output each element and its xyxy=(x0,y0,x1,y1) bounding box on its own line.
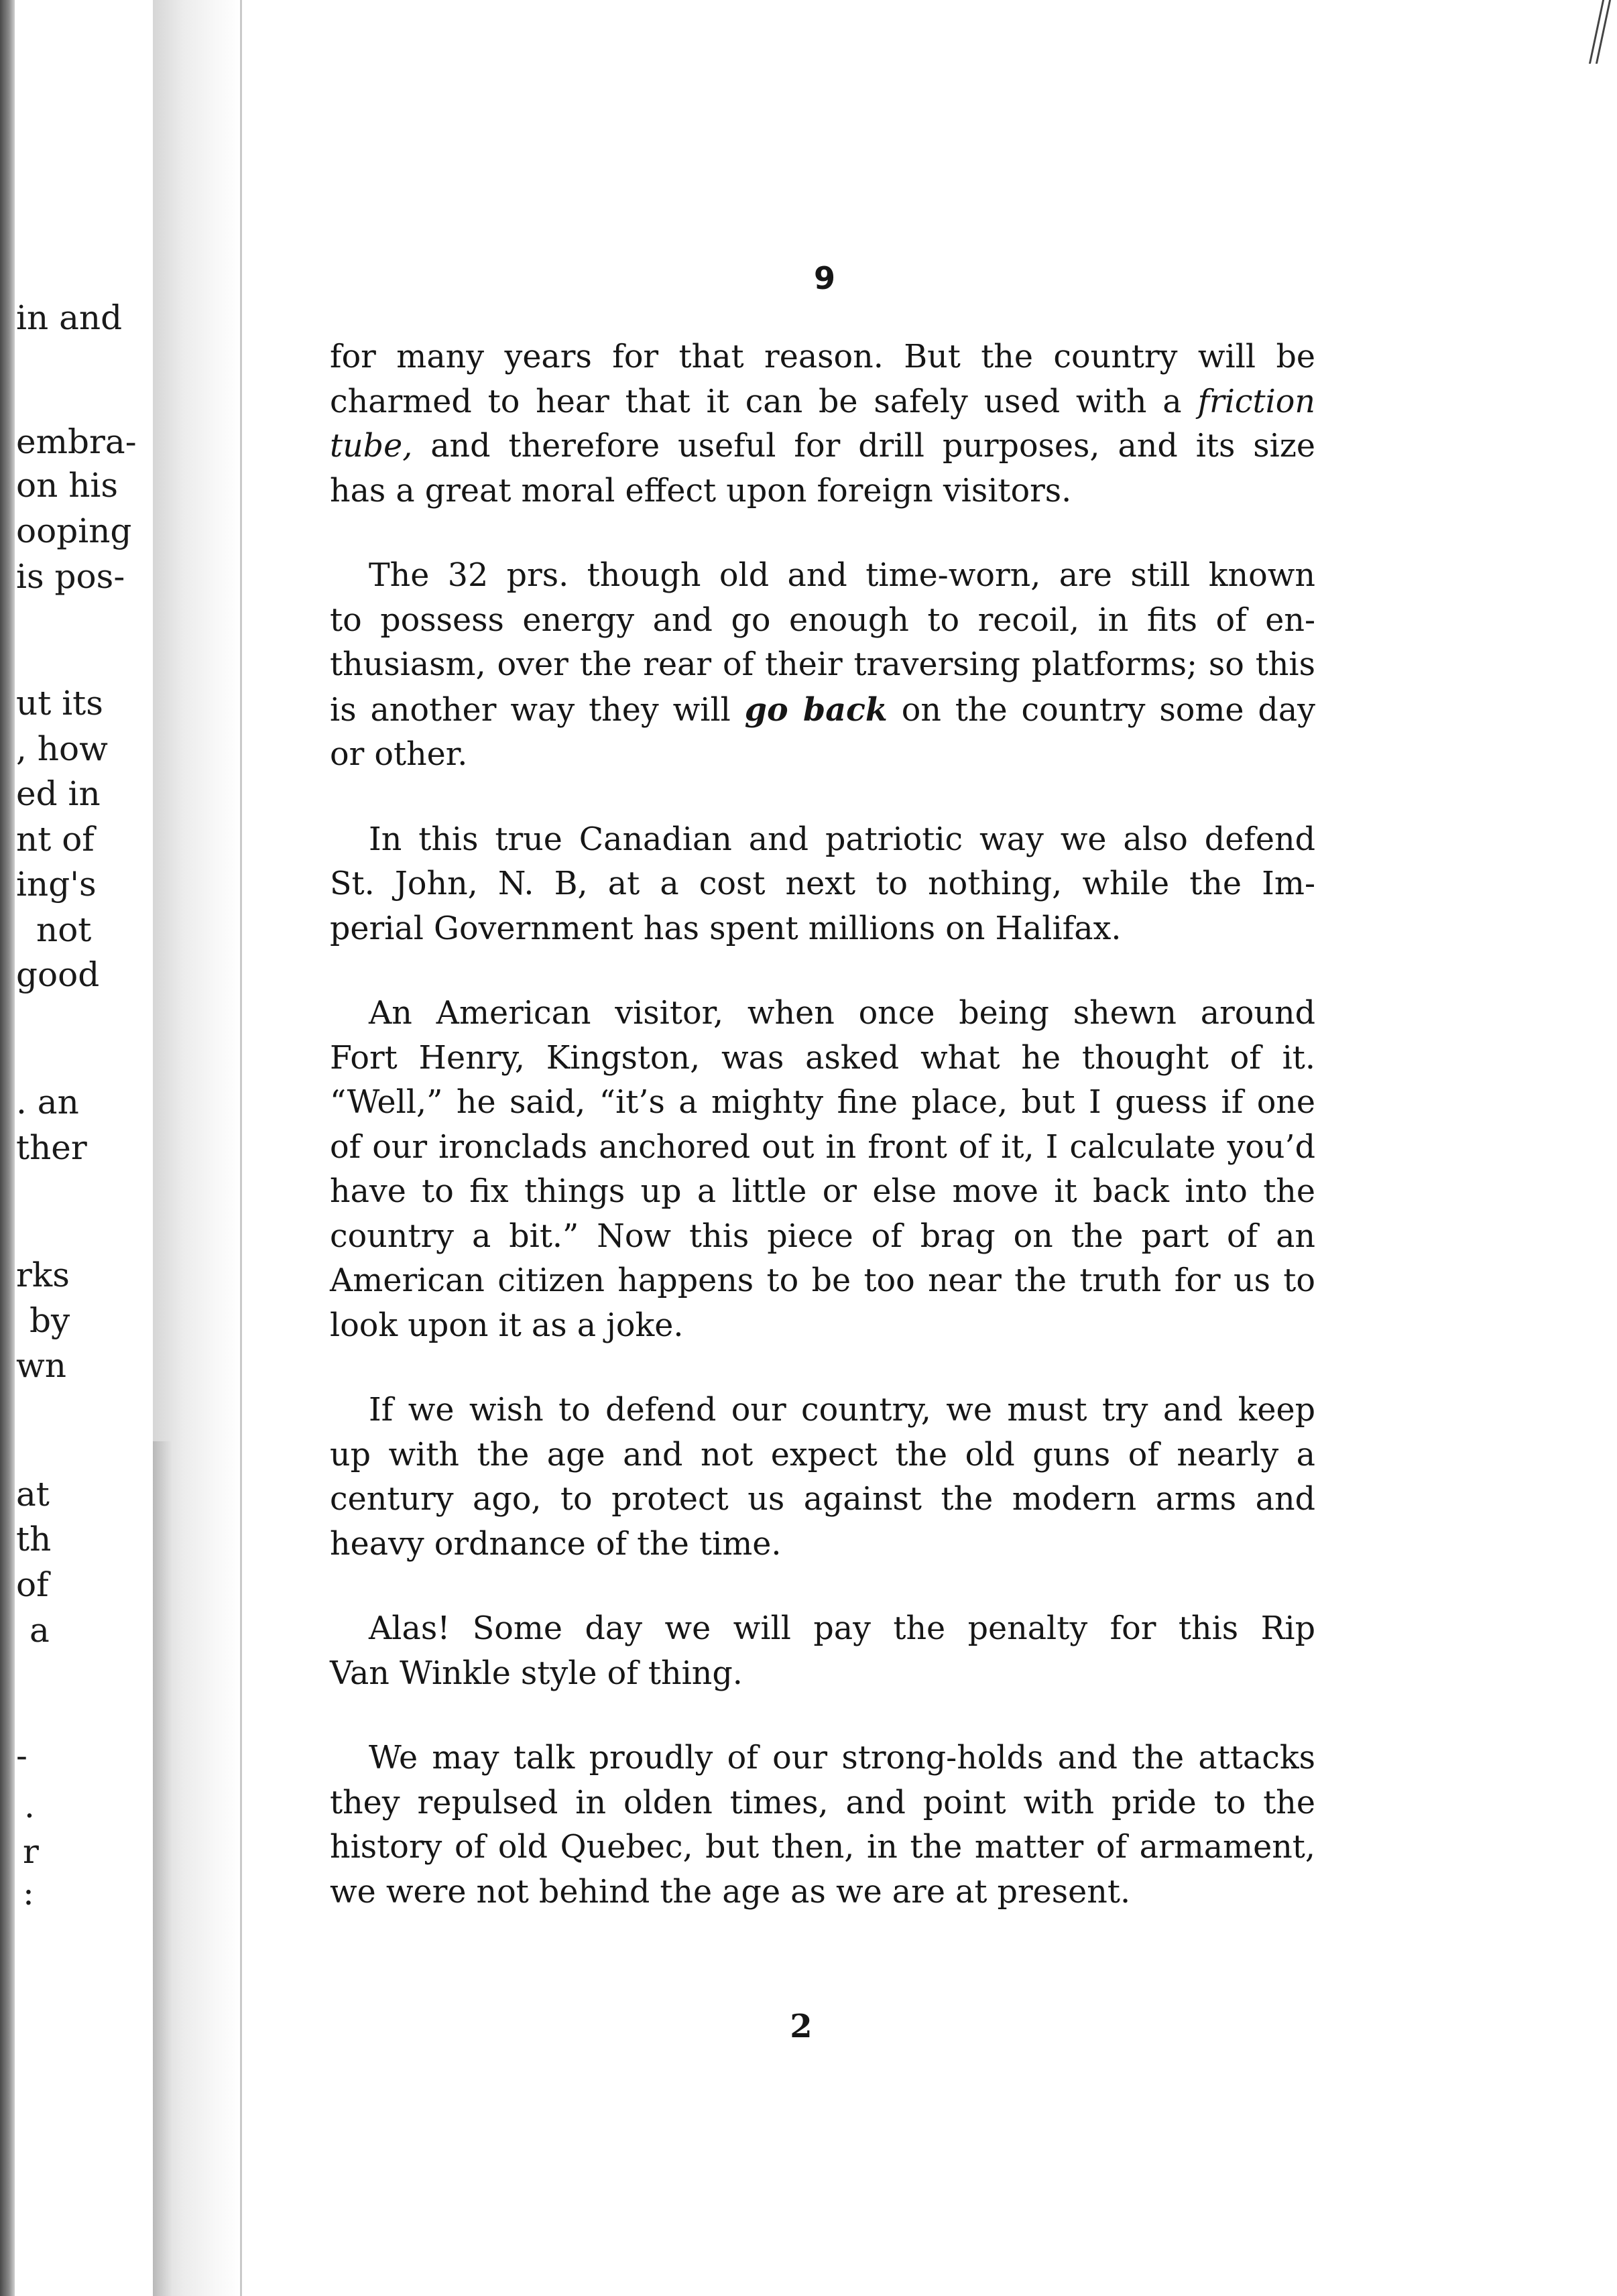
fragment-line: nt of xyxy=(16,820,95,859)
text-line xyxy=(330,380,1315,425)
text-line: up with the age and not expect the old guns of nearly a xyxy=(330,1436,1315,1473)
paragraph xyxy=(330,818,1315,952)
text-line: have to fix things up a little or else move it back into the xyxy=(330,1173,1315,1210)
text-run: charmed to hear that it can be safely used with a xyxy=(330,383,1182,420)
text-line: to possess energy and go enough to recoil, in fits of en- xyxy=(330,601,1315,639)
text-line: thusiasm, over the rear of their traversing platforms; so this xyxy=(330,646,1315,683)
text-line: An American visitor, when once being shewn around xyxy=(369,995,1315,1032)
text-line: “Well,” he said, “it’s a mighty fine place, but I guess if one xyxy=(330,1084,1315,1121)
fragment-line: : xyxy=(23,1874,34,1913)
text-line: heavy ordnance of the time. xyxy=(330,1525,782,1563)
fragment-line: a xyxy=(29,1611,50,1650)
text-line: look upon it as a joke. xyxy=(330,1307,684,1344)
binding-edge xyxy=(0,0,15,2296)
paragraph xyxy=(330,335,1315,513)
text-line: Fort Henry, Kingston, was asked what he thought of it. xyxy=(330,1039,1315,1077)
text-line: We may talk proudly of our strong-holds and the attacks xyxy=(369,1740,1315,1776)
text-line: Van Winkle style of thing. xyxy=(330,1654,743,1692)
corner-edge-mark xyxy=(1594,0,1609,64)
text-line: St. John, N. B, at a cost next to nothing, while the Im- xyxy=(330,865,1315,902)
fragment-line: rks xyxy=(16,1256,70,1294)
fragment-line: . xyxy=(24,1787,35,1825)
text-line: American citizen happens to be too near the truth for us to xyxy=(330,1262,1315,1299)
signature-mark: 2 xyxy=(790,2008,813,2045)
paragraph xyxy=(330,1607,1315,1696)
fragment-line: ing's xyxy=(16,865,97,904)
italic-term: friction xyxy=(1197,383,1315,420)
fragment-line: - xyxy=(16,1736,27,1775)
fragment-line: by xyxy=(29,1301,70,1340)
italic-term: tube, xyxy=(330,428,413,465)
text-line: history of old Quebec, but then, in the matter of armament, xyxy=(330,1829,1315,1866)
text-line xyxy=(330,424,1315,469)
text-line: of our ironclads anchored out in front of it, I calculate you’d xyxy=(330,1128,1315,1166)
text-line xyxy=(330,688,1315,733)
text-line: for many years for that reason. But the country will be xyxy=(330,339,1315,375)
fragment-line: th xyxy=(16,1520,52,1559)
text-line: In this true Canadian and patriotic way we also defend xyxy=(369,821,1315,858)
fragment-line: ut its xyxy=(16,684,103,723)
text-line: perial Government has spent millions on Halifax. xyxy=(330,910,1122,947)
paragraph xyxy=(330,554,1315,778)
fragment-line: not xyxy=(36,910,92,949)
text-run: is another way they will xyxy=(330,691,731,729)
emphasis-term: go back xyxy=(744,690,888,729)
fragment-line: of xyxy=(16,1565,49,1604)
fragment-line: . an xyxy=(16,1083,79,1122)
text-run: on the country some day xyxy=(901,691,1315,729)
page-number: 9 xyxy=(813,260,835,296)
body-text xyxy=(330,335,1315,1915)
text-line: Alas! Some day we will pay the penalty for this Rip xyxy=(369,1610,1315,1647)
fragment-line: , how xyxy=(16,729,108,768)
page-fold-shadow-lower xyxy=(153,1441,173,2296)
fragment-line: r xyxy=(23,1832,39,1871)
fragment-line: good xyxy=(16,955,100,994)
fragment-line: wn xyxy=(16,1346,66,1385)
paragraph xyxy=(330,1736,1315,1915)
fragment-line: ooping xyxy=(16,511,132,550)
fragment-line: on his xyxy=(16,466,119,505)
text-line: has a great moral effect upon foreign visitors. xyxy=(330,472,1072,509)
fragment-line: at xyxy=(16,1475,50,1514)
text-line: The 32 prs. though old and time-worn, are still known xyxy=(369,557,1315,594)
text-run: and therefore useful for drill purposes, and its size xyxy=(430,428,1315,465)
paragraph xyxy=(330,1388,1315,1567)
text-line: century ago, to protect us against the modern arms and xyxy=(330,1481,1315,1518)
page-fold-line xyxy=(240,0,242,2296)
text-line: or other. xyxy=(330,736,468,773)
fragment-line: embra- xyxy=(16,422,137,461)
fragment-line: is pos- xyxy=(16,557,125,596)
text-line: If we wish to defend our country, we must try and keep xyxy=(369,1392,1315,1429)
left-page-fragments xyxy=(16,0,137,2296)
fragment-line: in and xyxy=(16,298,123,337)
fragment-line: ed in xyxy=(16,774,101,813)
fragment-line: ther xyxy=(16,1128,87,1167)
text-line: country a bit.” Now this piece of brag on the part of an xyxy=(330,1217,1315,1255)
paragraph xyxy=(330,991,1315,1348)
text-line: we were not behind the age as we are at present. xyxy=(330,1873,1131,1911)
text-line: they repulsed in olden times, and point with pride to the xyxy=(330,1784,1315,1821)
